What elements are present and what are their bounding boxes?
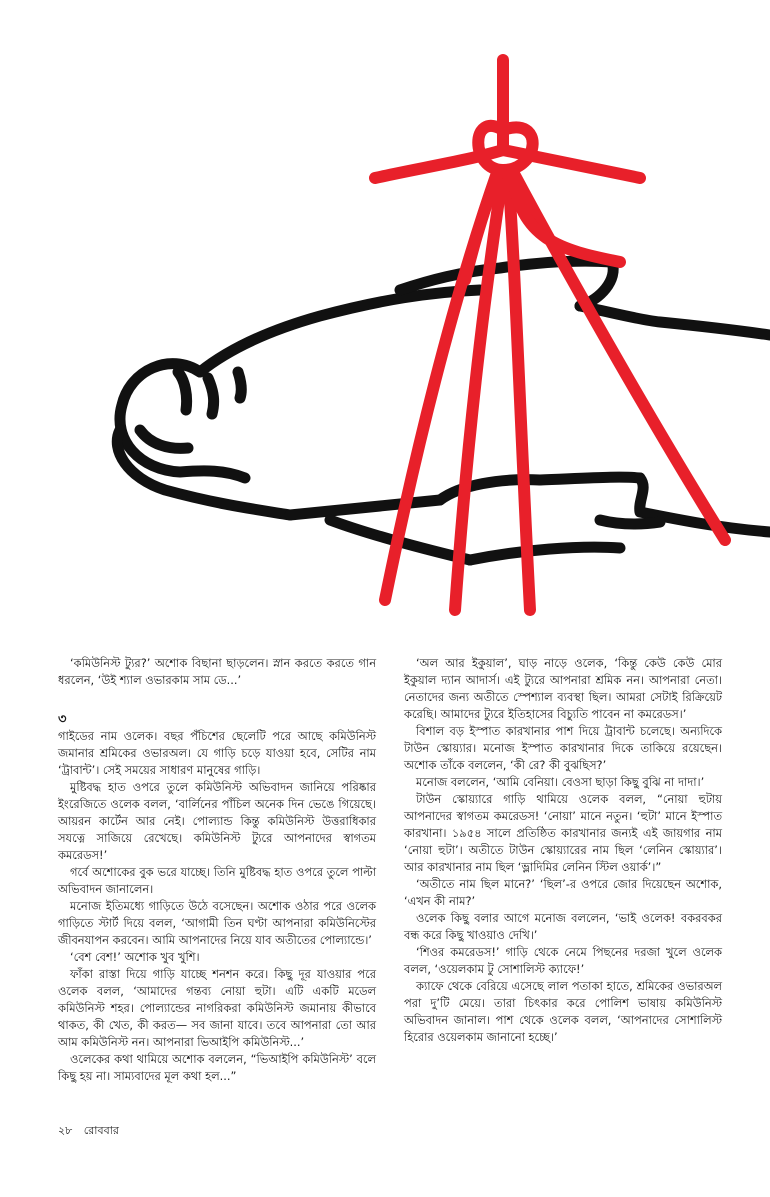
body-paragraph: ‘বেশ বেশ!’ অশোক খুব খুশি।	[70, 950, 200, 964]
red-rope-drawing	[375, 60, 725, 610]
body-paragraph: ‘অল আর ইকুয়াল’, ঘাড় নাড়ে ওলেক, ‘কিন্তু কেউ কেউ মোর ইকুয়াল দ্যান আদার্স। এই ট্যুরে আপনারা শ্রমিক নন। আপনারা নেতা। নেতাদের জন্য অতীতে স্পেশ্যাল ব্যবস্থা ছিল। আমরা সেটাই রিক্রিয়েট করেছি। আমাদের ট্যুরে ইতিহাসের বিচ্যুতি পাবেন না কমরেডস।’	[404, 656, 722, 721]
page-number: ২৮	[58, 1124, 73, 1137]
body-paragraph: মুষ্টিবদ্ধ হাত ওপরে তুলে কমিউনিস্ট অভিবাদন জানিয়ে পরিষ্কার ইংরেজিতে ওলেক বলল, ‘বার্লিনের পাঁচিল অনেক দিন ভেঙে গিয়েছে। আয়রন কার্টেন আর নেই। পোল্যান্ড কিন্তু কমিউনিস্ট উত্তরাধিকার সযত্নে সাজিয়ে রেখেছে। কমিউনিস্ট ট্যুরে আপনাদের স্বাগতম কমরেডস!’	[58, 780, 376, 862]
opening-paragraph: ‘কমিউনিস্ট ট্যুর?’ অশোক বিছানা ছাড়লেন। স্নান করতে করতে গান ধরলেন, ‘উই শ্যাল ওভারকাম সাম ডে...’	[58, 656, 376, 687]
body-paragraph: ওলেক কিছু বলার আগে মনোজ বললেন, ‘ভাই ওলেক! বকরবকর বন্ধ করে কিছু খাওয়াও দেখি।’	[404, 911, 722, 942]
body-paragraph: গর্বে অশোকের বুক ভরে যাচ্ছে। তিনি মুষ্টিবদ্ধ হাত ওপরে তুলে পাল্টা অভিবাদন জানালেন।	[58, 865, 376, 896]
publication-name: রোববার	[83, 1124, 119, 1137]
body-paragraph: ক্যাফে থেকে বেরিয়ে এসেছে লাল পতাকা হাতে, শ্রমিকের ওভারঅল পরা দু’টি মেয়ে। তারা চিৎকার করে পোলিশ ভাষায় কমিউনিস্ট অভিবাদন জানাল। পাশ থেকে ওলেক বলল, ‘আপনাদের সোশালিস্ট হিরোর ওয়েলকাম জানানো হচ্ছে।’	[404, 979, 722, 1044]
body-paragraph: বিশাল বড় ইস্পাত কারখানার পাশ দিয়ে ট্রাবান্ট চলেছে। অন্যদিকে টাউন স্কোয়্যার। মনোজ ইস্পাত কারখানার দিকে তাকিয়ে রয়েছেন। অশোক তাঁকে বললেন, ‘কী রে? কী বুঝছিস?’	[404, 724, 722, 772]
page-footer	[58, 1124, 127, 1138]
body-paragraph: ফাঁকা রাস্তা দিয়ে গাড়ি যাচ্ছে শনশন করে। কিছু দূর যাওয়ার পরে ওলেক বলল, ‘আমাদের গন্তব্য নোয়া হুটা। এটি একটি মডেল কমিউনিস্ট শহর। পোল্যান্ডের নাগরিকরা কমিউনিস্ট জমানায় কীভাবে থাকত, কী খেত, কী করত— সব জানা যাবে। তবে আপনারা তো আর আম কমিউনিস্ট নন। আপনারা ভিআইপি কমিউনিস্ট...’	[58, 967, 376, 1049]
body-paragraph: গাইডের নাম ওলেক। বছর পঁচিশের ছেলেটি পরে আছে কমিউনিস্ট জমানার শ্রমিকের ওভারঅল। যে গাড়ি চড়ে যাওয়া হবে, সেটির নাম ‘ট্রাবান্ট’। সেই সময়ের সাধারণ মানুষের গাড়ি।	[58, 729, 376, 777]
bound-figure-drawing	[117, 261, 770, 560]
section-number: ৩	[58, 712, 67, 727]
right-column	[404, 655, 722, 1046]
body-paragraph: ওলেকের কথা থামিয়ে অশোক বললেন, “ভিআইপি কমিউনিস্ট’ বলে কিছু হয় না। সাম্যবাদের মূল কথা হল...”	[58, 1052, 376, 1083]
body-paragraph: মনোজ ইতিমধ্যে গাড়িতে উঠে বসেছেন। অশোক ওঠার পরে ওলেক গাড়িতে স্টার্ট দিয়ে বলল, ‘আগামী তিন ঘণ্টা আপনারা কমিউনিস্টের জীবনযাপন করবেন। আমি আপনাদের নিয়ে যাব অতীতের পোল্যান্ডে।’	[58, 899, 376, 947]
body-paragraph: ‘শিওর কমরেডস!’ গাড়ি থেকে নেমে পিছনের দরজা খুলে ওলেক বলল, ‘ওয়েলকাম টু সোশালিস্ট ক্যাফে!’	[404, 945, 722, 976]
body-paragraph: ‘অতীতে নাম ছিল মানে?’ ‘ছিল’-র ওপরে জোর দিয়েছেন অশোক, ‘এখন কী নাম?’	[404, 877, 722, 908]
body-paragraph: মনোজ বললেন, ‘আমি বেনিয়া। বেওসা ছাড়া কিছু বুঝি না দাদা।’	[416, 775, 705, 789]
body-paragraph: টাউন স্কোয়্যারে গাড়ি থামিয়ে ওলেক বলল, “নোয়া হুটায় আপনাদের স্বাগতম কমরেডস! ‘নোয়া’ মানে নতুন। ‘হুটা’ মানে ইস্পাত কারখানা। ১৯৫৪ সালে প্রতিষ্ঠিত কারখানার জন্যই এই জায়গার নাম ‘নোয়া হুটা’। অতীতে টাউন স্কোয়্যারের নাম ছিল ‘লেনিন স্কোয়্যার’। আর কারখানার নাম ছিল ‘ভ্লাদিমির লেনিন স্টিল ওয়ার্ক’।”	[404, 792, 722, 874]
left-column	[58, 655, 376, 1085]
